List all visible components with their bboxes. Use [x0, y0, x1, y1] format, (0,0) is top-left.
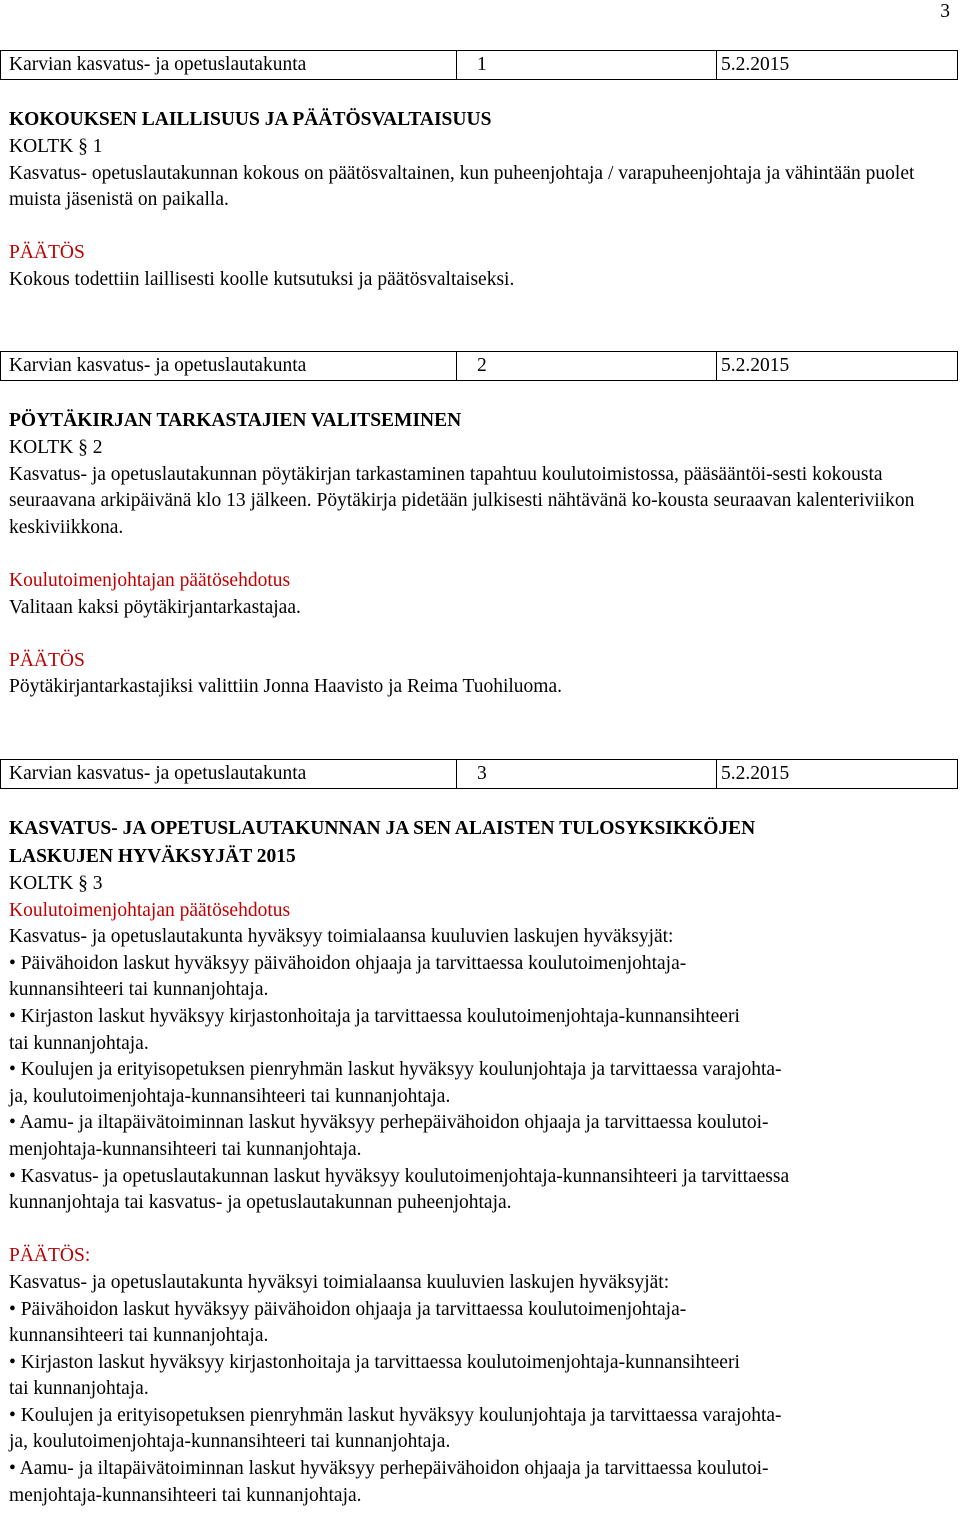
bullet-item-continuation: menjohtaja-kunnansihteeri tai kunnanjohtaja.	[9, 1138, 362, 1160]
decision-text: Kokous todettiin laillisesti koolle kutsutuksi ja päätösvaltaiseksi.	[9, 268, 515, 290]
page-number: 3	[940, 1, 950, 22]
bullet-item-continuation: kunnanjohtaja tai kasvatus- ja opetuslautakunnan puheenjohtaja.	[9, 1192, 512, 1214]
proposal-label: Koulutoimenjohtajan päätösehdotus	[9, 899, 291, 921]
bullet-item: • Kasvatus- ja opetuslautakunnan laskut hyväksyy koulutoimenjohtaja-kunnansihteeri ja tarvittaessa	[9, 1165, 790, 1187]
section-number: 2	[457, 352, 717, 380]
section-header-2	[0, 351, 958, 381]
section-header-1	[0, 50, 958, 80]
bullet-item: • Aamu- ja iltapäivätoiminnan laskut hyväksyy perhepäivähoidon ohjaaja ja tarvittaessa koulutoi-	[9, 1458, 769, 1480]
bullet-item: • Kirjaston laskut hyväksyy kirjastonhoitaja ja tarvittaessa koulutoimenjohtaja-kunnansihteeri	[9, 1005, 740, 1027]
bullet-item: • Aamu- ja iltapäivätoiminnan laskut hyväksyy perhepäivähoidon ohjaaja ja tarvittaessa koulutoi-	[9, 1112, 769, 1134]
bullet-item-continuation: kunnansihteeri tai kunnanjohtaja.	[9, 979, 269, 1001]
decision-label: PÄÄTÖS	[9, 242, 85, 264]
board-name: Karvian kasvatus- ja opetuslautakunta	[1, 760, 457, 788]
section-number: 3	[457, 760, 717, 788]
bullet-item: • Koulujen ja erityisopetuksen pienryhmän laskut hyväksyy koulunjohtaja ja tarvittaessa varajohta-	[9, 1404, 782, 1426]
proposal-list	[9, 951, 954, 1217]
bullet-item-continuation: menjohtaja-kunnansihteeri tai kunnanjohtaja.	[9, 1484, 362, 1506]
meeting-date: 5.2.2015	[721, 763, 790, 784]
bullet-item: • Päivähoidon laskut hyväksyy päivähoidon ohjaaja ja tarvittaessa koulutoimenjohtaja-	[9, 1298, 687, 1320]
proposal-text: Valitaan kaksi pöytäkirjantarkastajaa.	[9, 596, 301, 618]
section-title-line-2: LASKUJEN HYVÄKSYJÄT 2015	[9, 846, 296, 867]
koltk-ref: KOLTK § 2	[9, 437, 103, 458]
section-2-content	[9, 407, 954, 701]
bullet-item: • Koulujen ja erityisopetuksen pienryhmän laskut hyväksyy koulunjohtaja ja tarvittaessa varajohta-	[9, 1059, 782, 1081]
section-body: Kasvatus- opetuslautakunnan kokous on päätösvaltainen, kun puheenjohtaja / varapuheenjohtaja ja vähintään puolet muista jäsenistä on paikalla.	[9, 162, 915, 211]
decision-text: Pöytäkirjantarkastajiksi valittiin Jonna Haavisto ja Reima Tuohiluoma.	[9, 676, 562, 698]
bullet-item: • Päivähoidon laskut hyväksyy päivähoidon ohjaaja ja tarvittaessa koulutoimenjohtaja-	[9, 952, 687, 974]
decision-label: PÄÄTÖS	[9, 649, 85, 671]
bullet-item-continuation: tai kunnanjohtaja.	[9, 1032, 149, 1054]
section-title: PÖYTÄKIRJAN TARKASTAJIEN VALITSEMINEN	[9, 410, 462, 431]
bullet-item-continuation: kunnansihteeri tai kunnanjohtaja.	[9, 1325, 269, 1347]
bullet-item-continuation: ja, koulutoimenjohtaja-kunnansihteeri tai kunnanjohtaja.	[9, 1085, 451, 1107]
board-name: Karvian kasvatus- ja opetuslautakunta	[1, 51, 457, 79]
proposal-label: Koulutoimenjohtajan päätösehdotus	[9, 569, 291, 591]
bullet-item-continuation: ja, koulutoimenjohtaja-kunnansihteeri tai kunnanjohtaja.	[9, 1431, 451, 1453]
bullet-item-continuation: tai kunnanjohtaja.	[9, 1378, 149, 1400]
section-title: KOKOUKSEN LAILLISUUS JA PÄÄTÖSVALTAISUUS	[9, 109, 492, 130]
meeting-date: 5.2.2015	[721, 355, 790, 376]
decision-intro: Kasvatus- ja opetuslautakunta hyväksyi toimialaansa kuuluvien laskujen hyväksyjät:	[9, 1271, 670, 1293]
koltk-ref: KOLTK § 3	[9, 873, 103, 894]
section-body: Kasvatus- ja opetuslautakunnan pöytäkirjan tarkastaminen tapahtuu koulutoimistossa, pääsääntöi-sesti kokousta seuraavana arkipäivänä klo 13 jälkeen. Pöytäkirja pidetään julkisesti nähtävänä ko-kousta seuraavan kalenteriviikon keskiviikkona.	[9, 463, 915, 538]
meeting-date: 5.2.2015	[721, 54, 790, 75]
section-title-line-1: KASVATUS- JA OPETUSLAUTAKUNNAN JA SEN ALAISTEN TULOSYKSIKKÖJEN	[9, 818, 756, 839]
section-header-3	[0, 759, 958, 789]
section-3-content	[9, 815, 954, 1509]
board-name: Karvian kasvatus- ja opetuslautakunta	[1, 352, 457, 380]
section-number: 1	[457, 51, 717, 79]
decision-list	[9, 1297, 954, 1510]
proposal-intro: Kasvatus- ja opetuslautakunta hyväksyy toimialaansa kuuluvien laskujen hyväksyjät:	[9, 926, 674, 948]
decision-label: PÄÄTÖS:	[9, 1245, 91, 1267]
bullet-item: • Kirjaston laskut hyväksyy kirjastonhoitaja ja tarvittaessa koulutoimenjohtaja-kunnansihteeri	[9, 1351, 740, 1373]
koltk-ref: KOLTK § 1	[9, 136, 103, 157]
section-1-content	[9, 106, 954, 294]
